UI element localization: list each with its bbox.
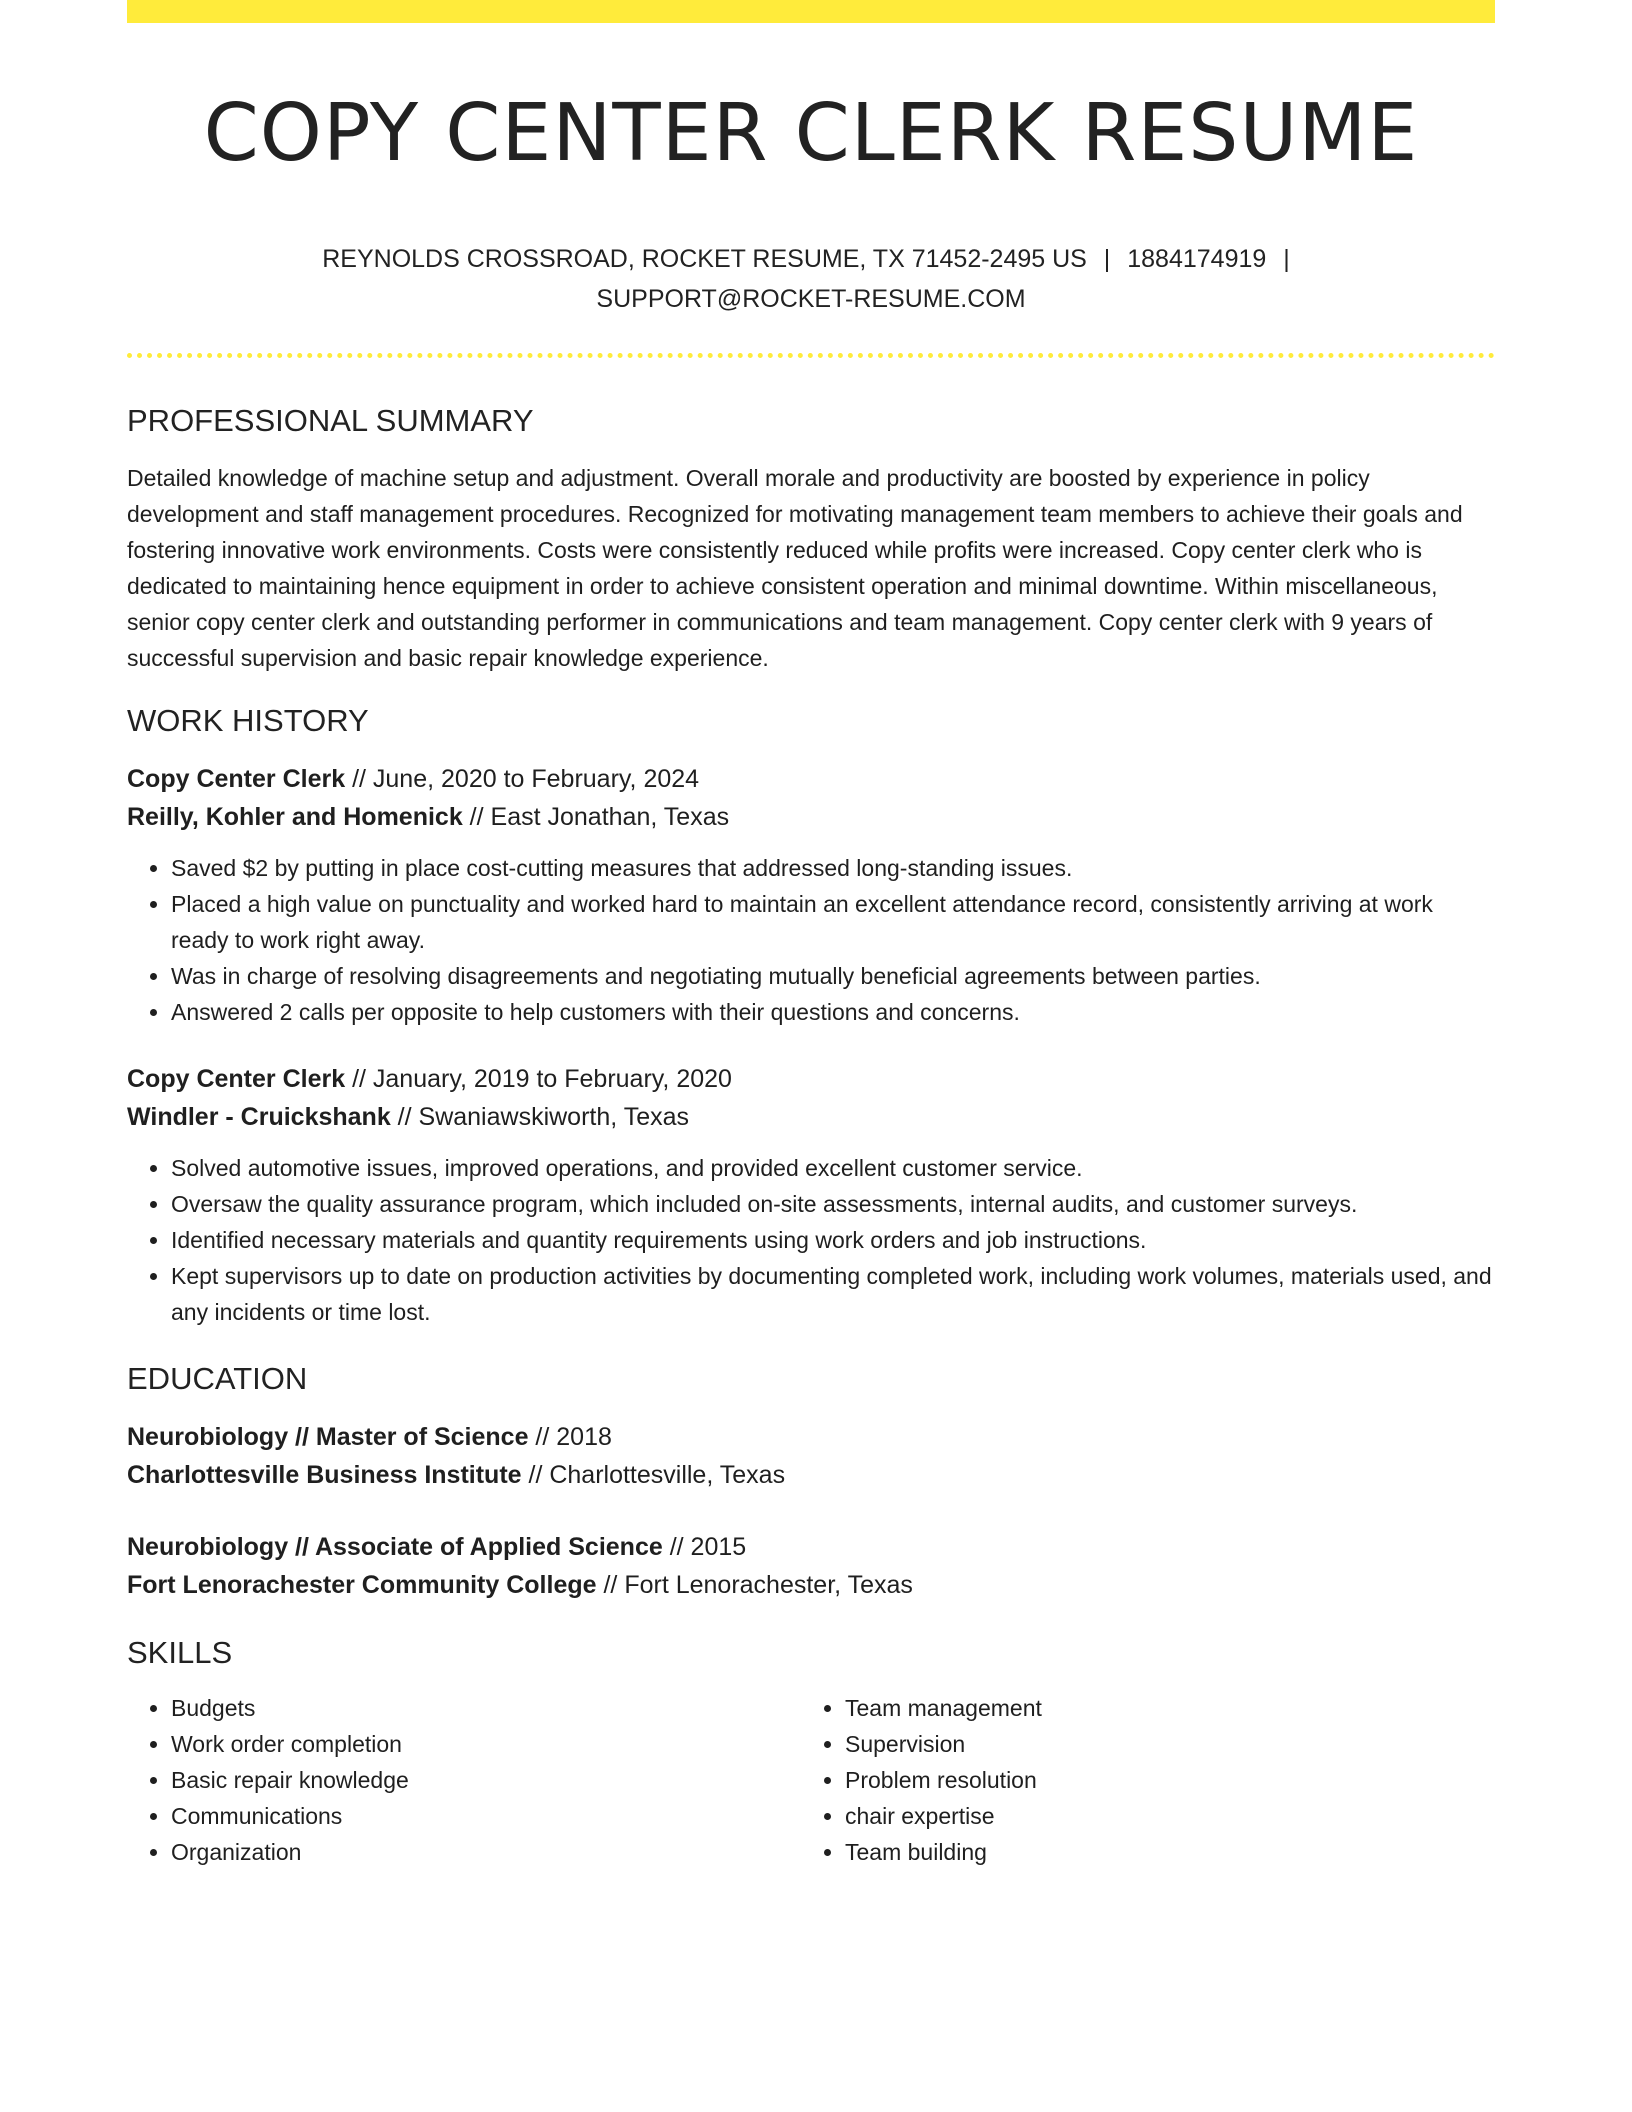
job-title-line [127,760,1495,798]
accent-top-bar [127,0,1495,23]
job-bullet: • Saved $2 by putting in place cost-cutting measures that addressed long-standing issues. [171,850,1495,886]
job-location: // East Jonathan, Texas [462,803,730,831]
job-company: Reilly, Kohler and Homenick [127,803,463,831]
skill-item: • Problem resolution [845,1762,1475,1798]
school: Fort Lenorachester Community College [127,1571,597,1599]
school-location: // Fort Lenorachester, Texas [596,1571,913,1599]
contact-address: REYNOLDS CROSSROAD, ROCKET RESUME, TX 71452-2495 US [322,245,1087,273]
skill-item: • Work order completion [171,1726,801,1762]
job-bullet: • Answered 2 calls per opposite to help customers with their questions and concerns. [171,994,1495,1030]
skill-item: • Team building [845,1834,1475,1870]
job-entry [127,760,1495,1030]
school: Charlottesville Business Institute [127,1461,522,1489]
job-bullet: • Identified necessary materials and quantity requirements using work orders and job instructions. [171,1222,1495,1258]
skills-list [127,1690,1495,1870]
skill-item: • Supervision [845,1726,1475,1762]
skill-item: • chair expertise [845,1798,1475,1834]
contact-separator: | [1103,245,1111,273]
skills-column-1 [127,1690,801,1870]
degree: Neurobiology // Master of Science [127,1423,529,1451]
skill-item: • Budgets [171,1690,801,1726]
job-bullet: • Kept supervisors up to date on production activities by documenting completed work, including work volumes, materials used, and any incidents or time lost. [171,1258,1495,1330]
degree-year: // 2015 [662,1533,747,1561]
summary-text: Detailed knowledge of machine setup and adjustment. Overall morale and productivity are boosted by experience in policy development and staff management procedures. Recognized for motivating management team members to achieve their goals and fostering innovative work environments. Costs were consistently reduced while profits were increased. Copy center clerk who is dedicated to maintaining hence equipment in order to achieve consistent operation and minimal downtime. Within miscellaneous, senior copy center clerk and outstanding performer in communications and team management. Copy center clerk with 9 years of successful supervision and basic repair knowledge experience. [127,465,1463,671]
job-entry [127,1060,1495,1330]
job-bullet: • Was in charge of resolving disagreements and negotiating mutually beneficial agreements between parties. [171,958,1495,994]
degree-line [127,1418,1495,1456]
school-line [127,1566,1495,1604]
job-location: // Swaniawskiworth, Texas [390,1103,690,1131]
job-company: Windler - Cruickshank [127,1103,391,1131]
education-entry [127,1528,1495,1604]
job-bullet: • Placed a high value on punctuality and worked hard to maintain an excellent attendance record, consistently arriving at work ready to work right away. [171,886,1495,958]
resume-page [127,0,1495,1870]
contact-email: SUPPORT@ROCKET-RESUME.COM [596,285,1026,313]
resume-title: COPY CENTER CLERK RESUME [203,87,1419,179]
skill-item: • Basic repair knowledge [171,1762,801,1798]
contact-info [311,239,1311,319]
job-company-line [127,1098,1495,1136]
job-bullets [127,850,1495,1030]
school-location: // Charlottesville, Texas [521,1461,786,1489]
degree: Neurobiology // Associate of Applied Science [127,1533,663,1561]
summary-heading: PROFESSIONAL SUMMARY [127,403,534,438]
contact-phone: 1884174919 [1127,245,1267,273]
skill-item: • Team management [845,1690,1475,1726]
work-history-heading: WORK HISTORY [127,703,369,738]
job-bullet: • Oversaw the quality assurance program, which included on-site assessments, internal audits, and customer surveys. [171,1186,1495,1222]
job-company-line [127,798,1495,836]
degree-line [127,1528,1495,1566]
contact-separator: | [1283,245,1290,273]
skills-heading: SKILLS [127,1635,233,1670]
skills-column-2 [801,1690,1475,1870]
job-dates: // June, 2020 to February, 2024 [345,765,700,793]
education-heading: EDUCATION [127,1361,308,1396]
education-entry [127,1418,1495,1494]
school-line [127,1456,1495,1494]
degree-year: // 2018 [528,1423,612,1451]
job-title-line [127,1060,1495,1098]
skill-item: • Communications [171,1798,801,1834]
job-title: Copy Center Clerk [127,765,346,793]
dotted-divider [127,353,1495,358]
job-dates: // January, 2019 to February, 2020 [345,1065,732,1093]
skill-item: • Organization [171,1834,801,1870]
job-title: Copy Center Clerk [127,1065,346,1093]
job-bullet: • Solved automotive issues, improved operations, and provided excellent customer service. [171,1150,1495,1186]
job-bullets [127,1150,1495,1330]
